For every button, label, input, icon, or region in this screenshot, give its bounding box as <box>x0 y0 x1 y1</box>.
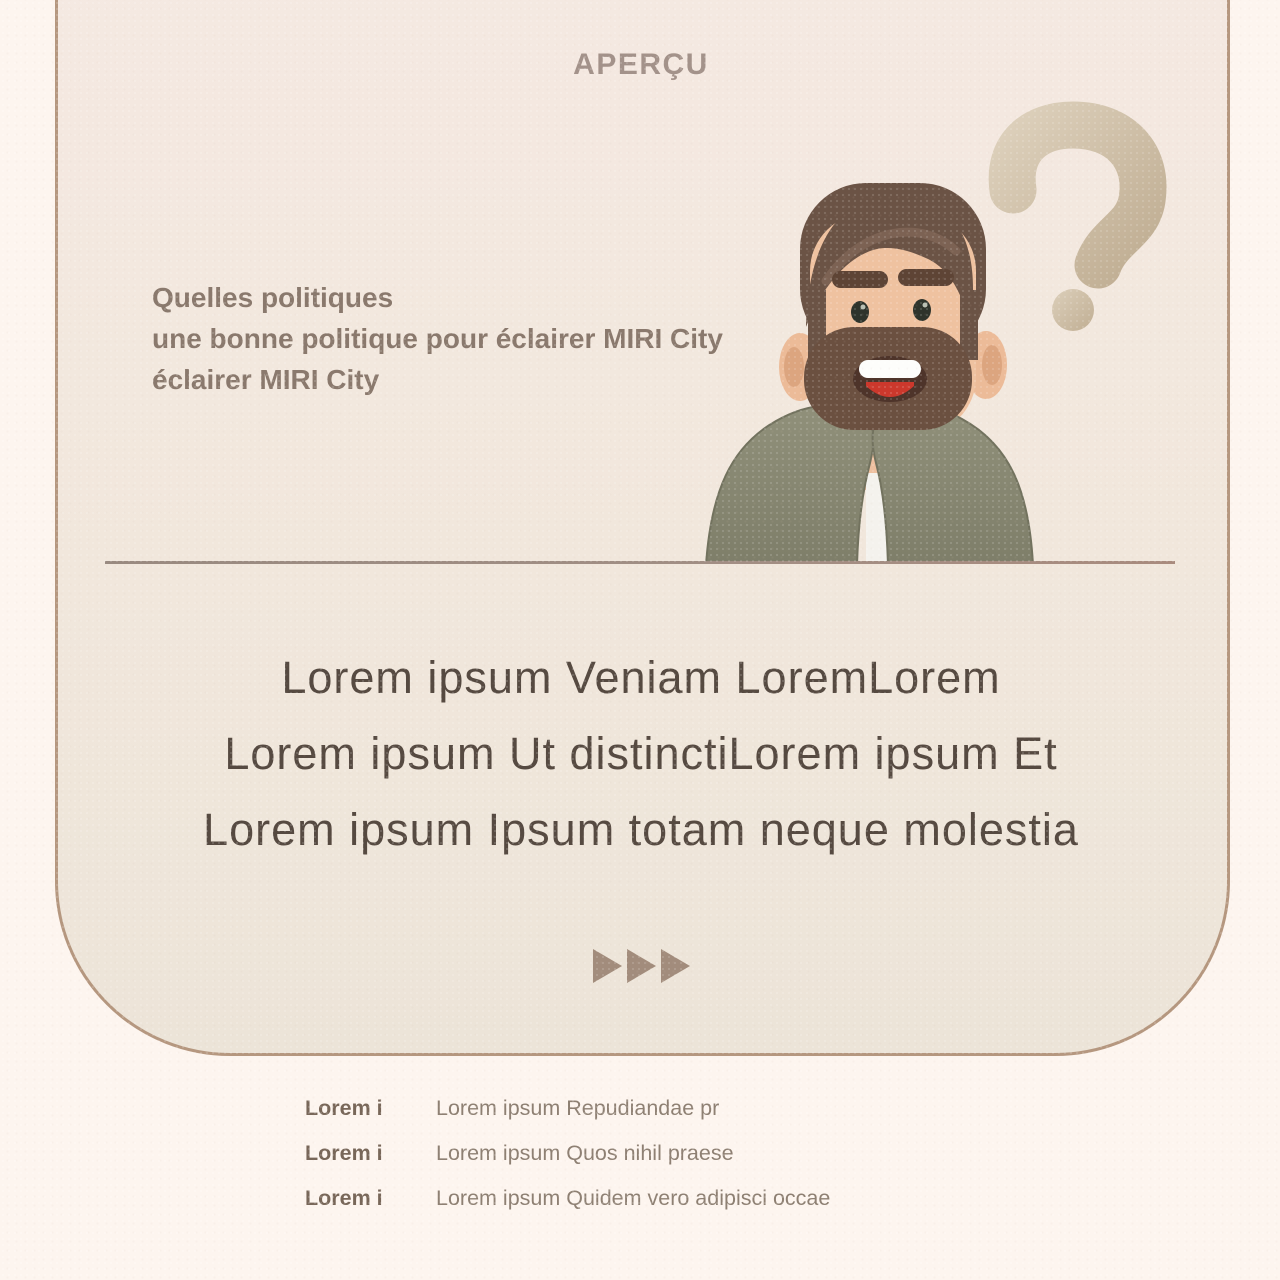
next-arrows-icon <box>55 948 1227 984</box>
headline-line-3: Lorem ipsum Ipsum totam neque molestia <box>203 804 1079 855</box>
list-item <box>305 1176 830 1221</box>
triangle-right-icon <box>593 949 622 983</box>
headline-line-1: Lorem ipsum Veniam LoremLorem <box>281 652 1001 703</box>
list-item <box>305 1086 830 1131</box>
list-item-text: Lorem ipsum Repudiandae pr <box>436 1096 720 1120</box>
list-item-label: Lorem i <box>305 1186 383 1210</box>
list-item-text: Lorem ipsum Quidem vero adipisci occae <box>436 1186 831 1210</box>
slide-kicker-title: APERÇU <box>573 48 709 81</box>
thinking-man-illustration <box>690 95 1170 563</box>
list-item-label: Lorem i <box>305 1096 383 1120</box>
bearded-man <box>706 183 1033 563</box>
question-line-2: une bonne politique pour éclairer MIRI City <box>152 323 723 354</box>
triangle-right-icon <box>661 949 690 983</box>
list-item-label: Lorem i <box>305 1141 383 1165</box>
question-line-1: Quelles politiques <box>152 282 394 313</box>
question-text-block <box>152 277 723 400</box>
section-divider <box>105 561 1175 564</box>
list-item <box>305 1131 830 1176</box>
list-item-text: Lorem ipsum Quos nihil praese <box>436 1141 734 1165</box>
headline-line-2: Lorem ipsum Ut distinctiLorem ipsum Et <box>224 728 1058 779</box>
question-mark-icon <box>1012 125 1143 331</box>
headline-text-block <box>55 640 1227 868</box>
thinking-man-3d-graphic <box>690 95 1170 563</box>
triangle-right-icon <box>627 949 656 983</box>
question-line-3: éclairer MIRI City <box>152 364 380 395</box>
footer-list <box>305 1086 830 1221</box>
